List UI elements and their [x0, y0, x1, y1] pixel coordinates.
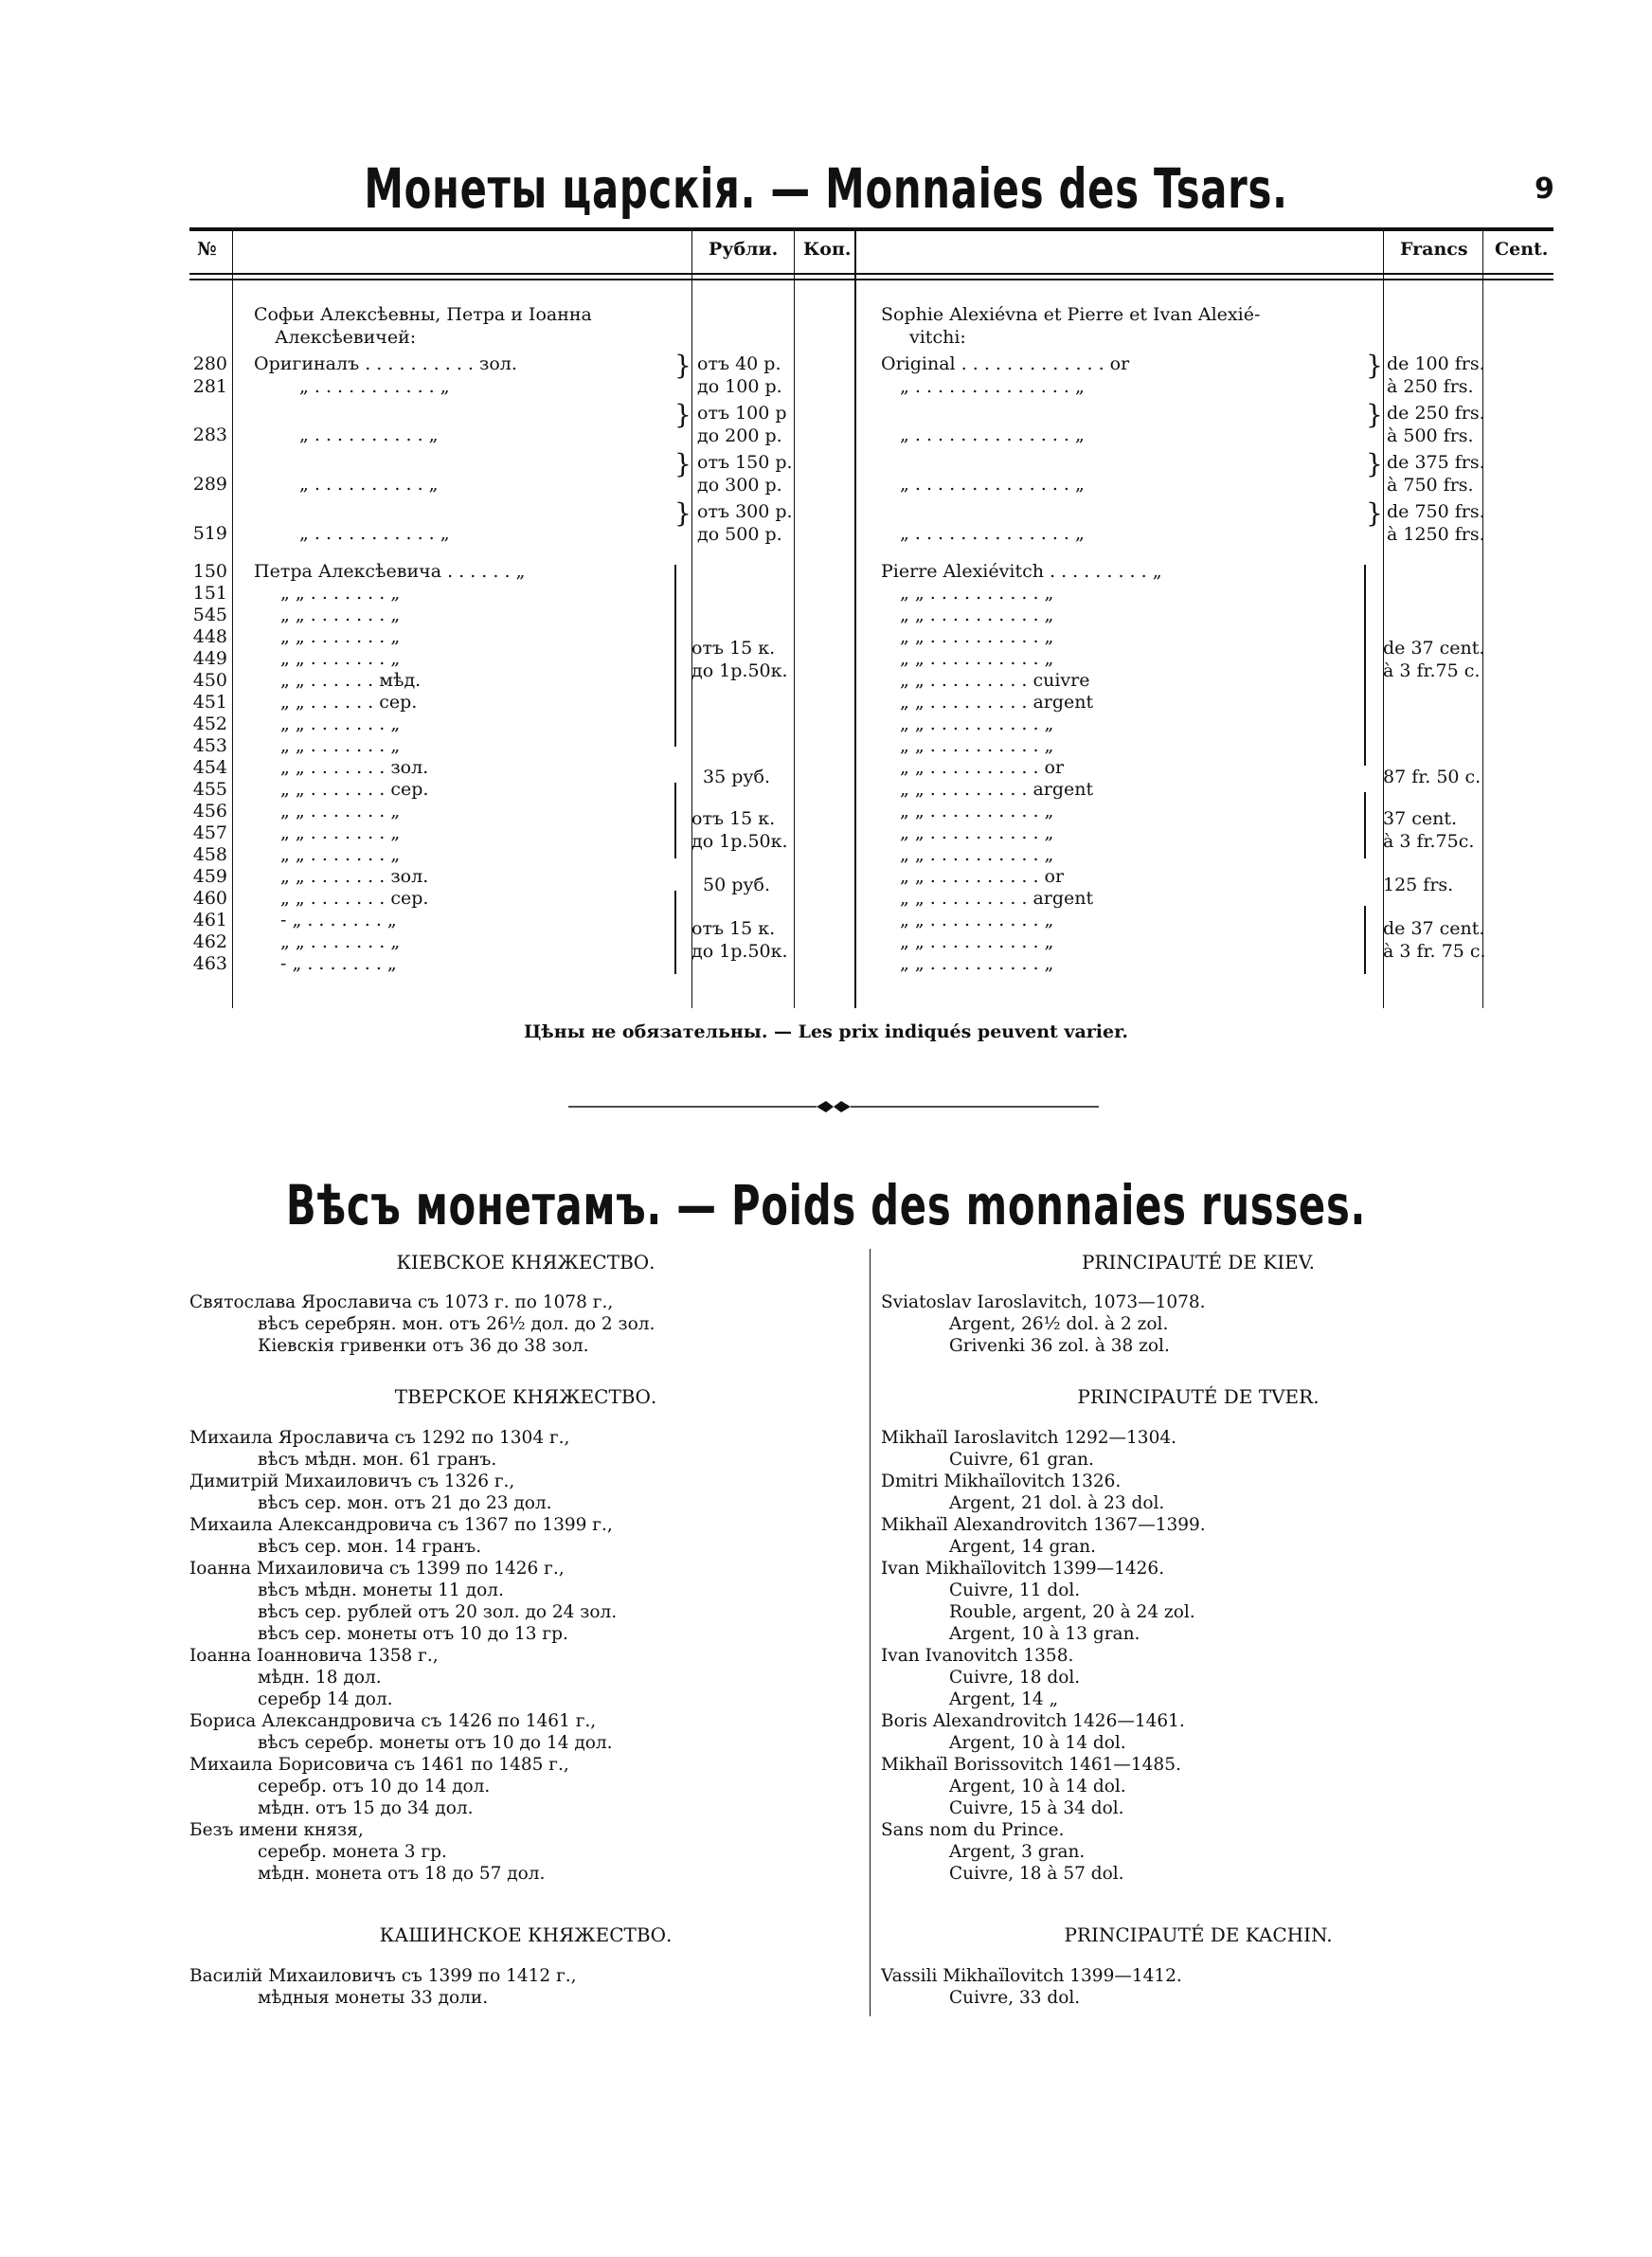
section-heading-fr: PRINCIPAUTÉ DE KIEV.: [1081, 1251, 1316, 1273]
fr-price: 125 frs.: [1383, 875, 1454, 895]
weights-title: Вѣсъ монетамъ. — Poids des monnaies russes.: [285, 1173, 1367, 1237]
row-number: 452: [192, 713, 227, 734]
ru-row: Петра Алексѣевича . . . . . . „: [254, 561, 526, 582]
fr-price: de 37 cent.: [1383, 638, 1485, 659]
ru-line: Кіевскія гривенки отъ 36 до 38 зол.: [258, 1336, 589, 1356]
row-number: 453: [192, 735, 227, 756]
row-number: 459: [192, 866, 227, 887]
fr-price: à 3 fr.75 c.: [1383, 660, 1481, 681]
fr-line: Argent, 14 „: [949, 1689, 1059, 1709]
ru-row: „ „ . . . . . . . „: [280, 648, 401, 669]
row-number: 450: [192, 670, 227, 691]
price-note: Цѣны не обязательны. — Les prix indiqués peuvent varier.: [524, 1021, 1128, 1042]
column-divider: [854, 231, 856, 1008]
row-number: 150: [192, 561, 227, 582]
fr-row: „ „ . . . . . . . . . argent: [900, 888, 1094, 909]
table-top-rule: [189, 227, 1553, 231]
fr-price: à 3 fr.75c.: [1383, 831, 1475, 852]
brace-line: [674, 783, 676, 858]
brace: }: [1366, 399, 1383, 430]
ru-row: „ „ . . . . . . . „: [280, 801, 401, 822]
brace-line: [1364, 565, 1366, 766]
brace: }: [674, 448, 691, 479]
row-number: 151: [192, 583, 227, 604]
rub-price: отъ 15 к.: [691, 808, 776, 829]
row-number: 280: [192, 353, 227, 374]
column-divider: [1482, 231, 1483, 1008]
row-number: 451: [192, 692, 227, 713]
column-divider: [794, 231, 795, 1008]
ru-line: вѣсъ серебрян. мон. отъ 26½ дол. до 2 зол.: [258, 1314, 655, 1334]
fr-line: Cuivre, 18 dol.: [949, 1668, 1081, 1688]
section-heading-ru: ТВЕРСКОЕ КНЯЖЕСТВО.: [394, 1385, 657, 1408]
fr-line: Mikhaïl Borissovitch 1461—1485.: [881, 1755, 1181, 1775]
header-number: №: [197, 239, 217, 260]
brace: }: [1366, 448, 1383, 479]
ru-row: „ „ . . . . . . . „: [280, 735, 401, 756]
ru-line: серебр 14 дол.: [258, 1689, 393, 1709]
fr-row: „ „ . . . . . . . . . argent: [900, 692, 1094, 713]
page-number: 9: [1535, 172, 1554, 206]
header-kopecks: Коп.: [803, 239, 852, 260]
fr-line: Boris Alexandrovitch 1426—1461.: [881, 1711, 1185, 1731]
fr-row: „ „ . . . . . . . . . . „: [900, 626, 1054, 647]
fr-line: Grivenki 36 zol. à 38 zol.: [949, 1336, 1170, 1356]
fr-line: Argent, 3 gran.: [949, 1842, 1086, 1862]
rub-price: отъ 100 р: [697, 403, 787, 424]
fr-price: à 500 frs.: [1387, 425, 1474, 446]
ru-row: - „ . . . . . . . „: [280, 953, 397, 974]
rub-price: до 1р.50к.: [691, 831, 788, 852]
row-number: 449: [192, 648, 227, 669]
rub-price: отъ 15 к.: [691, 638, 776, 659]
ru-line: мѣдн. монета отъ 18 до 57 дол.: [258, 1864, 546, 1884]
fr-line: Cuivre, 15 à 34 dol.: [949, 1798, 1124, 1818]
fr-line: Mikhaïl Iaroslavitch 1292—1304.: [881, 1428, 1176, 1448]
fr-row: „ „ . . . . . . . . . . „: [900, 910, 1054, 930]
row-number: 283: [192, 424, 227, 445]
fr-row: „ „ . . . . . . . . . . or: [900, 757, 1065, 778]
fr-line: Argent, 26½ dol. à 2 zol.: [949, 1314, 1169, 1334]
ru-row: „ „ . . . . . . . „: [280, 583, 401, 604]
section-heading-fr: PRINCIPAUTÉ DE TVER.: [1077, 1385, 1320, 1408]
fr-row: „ „ . . . . . . . . . . „: [900, 822, 1054, 843]
row-number: 281: [192, 376, 227, 397]
fr-line: Sans nom du Prince.: [881, 1820, 1065, 1840]
row-number: 456: [192, 801, 227, 822]
ru-intro-line: Софьи Алексѣевны, Петра и Іоанна: [254, 304, 592, 325]
rub-price: 35 руб.: [703, 767, 771, 787]
brace-line: [1364, 906, 1366, 974]
rub-price: отъ 300 р.: [697, 501, 793, 522]
fr-price: à 3 fr. 75 c.: [1383, 941, 1486, 962]
fr-price: de 37 cent.: [1383, 918, 1485, 939]
fr-price: de 100 frs.: [1387, 353, 1485, 374]
row-number: 460: [192, 888, 227, 909]
ru-line: серебр. отъ 10 до 14 дол.: [258, 1777, 491, 1797]
page-title: Монеты царскія. — Monnaies des Tsars.: [364, 156, 1288, 221]
ru-row: „ „ . . . . . . . сер.: [280, 888, 429, 909]
fr-line: Mikhaïl Alexandrovitch 1367—1399.: [881, 1515, 1206, 1535]
ru-line: Святослава Ярославича съ 1073 г. по 1078 г.,: [189, 1292, 614, 1312]
ru-row: „ . . . . . . . . . . „: [299, 424, 439, 445]
rub-price: до 1р.50к.: [691, 941, 788, 962]
fr-line: Argent, 10 à 13 gran.: [949, 1624, 1140, 1644]
fr-line: Argent, 14 gran.: [949, 1537, 1097, 1557]
ru-line: серебр. монета 3 гр.: [258, 1842, 447, 1862]
rub-price: до 1р.50к.: [691, 660, 788, 681]
fr-line: Dmitri Mikhaïlovitch 1326.: [881, 1472, 1122, 1491]
ru-row: „ „ . . . . . . . „: [280, 626, 401, 647]
column-divider: [232, 231, 233, 1008]
fr-intro-line: Sophie Alexiévna et Pierre et Ivan Alexié-: [881, 304, 1261, 325]
ru-line: мѣдныя монеты 33 доли.: [258, 1988, 489, 2008]
fr-row: „ „ . . . . . . . . . cuivre: [900, 670, 1090, 691]
fr-row: „ . . . . . . . . . . . . . . „: [900, 474, 1085, 495]
row-number: 457: [192, 822, 227, 843]
ru-line: вѣсъ сер. мон. 14 гранъ.: [258, 1537, 482, 1557]
ru-line: мѣдн. отъ 15 до 34 дол.: [258, 1798, 474, 1818]
rub-price: 50 руб.: [703, 875, 771, 895]
fr-line: Sviatoslav Iaroslavitch, 1073—1078.: [881, 1292, 1206, 1312]
fr-price: 37 cent.: [1383, 808, 1458, 829]
rub-price: до 300 р.: [697, 475, 782, 496]
fr-price: de 250 frs.: [1387, 403, 1485, 424]
fr-row: „ „ . . . . . . . . . . „: [900, 801, 1054, 822]
section-heading-fr: PRINCIPAUTÉ DE KACHIN.: [1064, 1923, 1333, 1946]
fr-line: Argent, 10 à 14 dol.: [949, 1777, 1126, 1797]
ru-row: „ „ . . . . . . . „: [280, 822, 401, 843]
rub-price: отъ 40 р.: [697, 353, 781, 374]
fr-row: „ . . . . . . . . . . . . . . „: [900, 376, 1085, 397]
weights-column-divider: [870, 1249, 871, 2016]
fr-row: „ „ . . . . . . . . . . „: [900, 713, 1054, 734]
fr-row: „ . . . . . . . . . . . . . . „: [900, 523, 1085, 544]
fr-line: Ivan Ivanovitch 1358.: [881, 1646, 1074, 1666]
row-number: 458: [192, 844, 227, 865]
ru-row: „ „ . . . . . . . „: [280, 931, 401, 952]
brace: }: [674, 497, 691, 529]
ru-line: Михаила Александровича съ 1367 по 1399 г.,: [189, 1515, 613, 1535]
row-number: 519: [192, 523, 227, 544]
fr-line: Cuivre, 33 dol.: [949, 1988, 1081, 2008]
fr-price: de 750 frs.: [1387, 501, 1485, 522]
ru-row: „ „ . . . . . . . зол.: [280, 757, 429, 778]
fr-line: Argent, 10 à 14 dol.: [949, 1733, 1126, 1753]
fr-line: Cuivre, 11 dol.: [949, 1580, 1081, 1600]
row-number: 463: [192, 953, 227, 974]
fr-row: „ „ . . . . . . . . . argent: [900, 779, 1094, 800]
ru-line: вѣсъ серебр. монеты отъ 10 до 14 дол.: [258, 1733, 613, 1753]
fr-line: Cuivre, 61 gran.: [949, 1450, 1094, 1470]
brace-line: [674, 565, 676, 747]
ru-row: „ „ . . . . . . . сер.: [280, 779, 429, 800]
ru-row: „ „ . . . . . . . „: [280, 713, 401, 734]
ru-line: вѣсъ мѣдн. мон. 61 гранъ.: [258, 1450, 497, 1470]
fr-price: à 750 frs.: [1387, 475, 1474, 496]
row-number: 448: [192, 626, 227, 647]
fr-line: Cuivre, 18 à 57 dol.: [949, 1864, 1124, 1884]
fr-row: Pierre Alexiévitch . . . . . . . . . „: [881, 561, 1162, 582]
brace-line: [674, 891, 676, 974]
fr-line: Rouble, argent, 20 à 24 zol.: [949, 1602, 1195, 1622]
ru-row: „ . . . . . . . . . . „: [299, 474, 439, 495]
row-number: 455: [192, 779, 227, 800]
ru-line: Михаила Ярославича съ 1292 по 1304 г.,: [189, 1428, 570, 1448]
fr-row: „ . . . . . . . . . . . . . . „: [900, 424, 1085, 445]
fr-line: Argent, 21 dol. à 23 dol.: [949, 1493, 1165, 1513]
fr-intro-line: vitchi:: [909, 327, 966, 348]
brace: }: [674, 399, 691, 430]
section-heading-ru: КАШИНСКОЕ КНЯЖЕСТВО.: [379, 1923, 673, 1946]
ru-row: „ „ . . . . . . . зол.: [280, 866, 429, 887]
fr-price: 87 fr. 50 c.: [1383, 767, 1481, 787]
ru-row: „ „ . . . . . . . „: [280, 605, 401, 625]
ru-line: Василій Михаиловичъ съ 1399 по 1412 г.,: [189, 1966, 577, 1986]
fr-row: Original . . . . . . . . . . . . . or: [881, 353, 1130, 374]
fr-line: Vassili Mikhaïlovitch 1399—1412.: [881, 1966, 1182, 1986]
section-heading-ru: КІЕВСКОЕ КНЯЖЕСТВО.: [396, 1251, 655, 1273]
fr-row: „ „ . . . . . . . . . . „: [900, 844, 1054, 865]
fr-row: „ „ . . . . . . . . . . „: [900, 583, 1054, 604]
ru-row: „ „ . . . . . . . „: [280, 844, 401, 865]
brace-line: [1364, 792, 1366, 858]
ru-line: мѣдн. 18 дол.: [258, 1668, 382, 1688]
rub-price: до 200 р.: [697, 425, 782, 446]
brace: }: [1366, 497, 1383, 529]
column-divider: [691, 231, 692, 1008]
ru-line: Безъ имени князя,: [189, 1820, 364, 1840]
fr-row: „ „ . . . . . . . . . . or: [900, 866, 1065, 887]
fr-row: „ „ . . . . . . . . . . „: [900, 931, 1054, 952]
ru-row: - „ . . . . . . . „: [280, 910, 397, 930]
fr-price: à 1250 frs.: [1387, 524, 1485, 545]
rub-price: отъ 15 к.: [691, 918, 776, 939]
row-number: 545: [192, 605, 227, 625]
fr-line: Ivan Mikhaïlovitch 1399—1426.: [881, 1559, 1165, 1579]
row-number: 289: [192, 474, 227, 495]
fr-row: „ „ . . . . . . . . . . „: [900, 648, 1054, 669]
ru-line: вѣсъ сер. мон. отъ 21 до 23 дол.: [258, 1493, 552, 1513]
header-francs: Francs: [1400, 239, 1468, 260]
brace: }: [674, 350, 691, 381]
ru-line: вѣсъ мѣдн. монеты 11 дол.: [258, 1580, 504, 1600]
fr-row: „ „ . . . . . . . . . . „: [900, 735, 1054, 756]
rub-price: до 100 р.: [697, 376, 782, 397]
row-number: 454: [192, 757, 227, 778]
ru-line: вѣсъ сер. рублей отъ 20 зол. до 24 зол.: [258, 1602, 618, 1622]
ru-row: „ „ . . . . . . сер.: [280, 692, 418, 713]
rub-price: до 500 р.: [697, 524, 782, 545]
ru-line: Михаила Борисовича съ 1461 по 1485 г.,: [189, 1755, 569, 1775]
ru-line: Іоанна Іоанновича 1358 г.,: [189, 1646, 439, 1666]
table-header-rule: [189, 273, 1553, 275]
ru-line: Бориса Александровича съ 1426 по 1461 г.,: [189, 1711, 597, 1731]
ru-line: Іоанна Михаиловича съ 1399 по 1426 г.,: [189, 1559, 565, 1579]
table-header-rule-2: [189, 279, 1553, 280]
brace: }: [1366, 350, 1383, 381]
row-number: 461: [192, 910, 227, 930]
ru-row: „ . . . . . . . . . . . „: [299, 523, 450, 544]
ornament-divider: [568, 1097, 1099, 1116]
ru-row: „ „ . . . . . . мѣд.: [280, 670, 422, 691]
ru-row: „ . . . . . . . . . . . „: [299, 376, 450, 397]
ru-line: Димитрій Михаиловичъ съ 1326 г.,: [189, 1472, 515, 1491]
fr-row: „ „ . . . . . . . . . . „: [900, 953, 1054, 974]
fr-price: à 250 frs.: [1387, 376, 1474, 397]
header-cents: Cent.: [1495, 239, 1549, 260]
fr-price: de 375 frs.: [1387, 452, 1485, 473]
fr-row: „ „ . . . . . . . . . . „: [900, 605, 1054, 625]
header-rubles: Рубли.: [709, 239, 779, 260]
ru-line: вѣсъ сер. монеты отъ 10 до 13 гр.: [258, 1624, 568, 1644]
row-number: 462: [192, 931, 227, 952]
rub-price: отъ 150 р.: [697, 452, 793, 473]
ru-row: Оригиналъ . . . . . . . . . . зол.: [254, 353, 517, 374]
ru-intro-line: Алексѣевичей:: [275, 327, 417, 348]
